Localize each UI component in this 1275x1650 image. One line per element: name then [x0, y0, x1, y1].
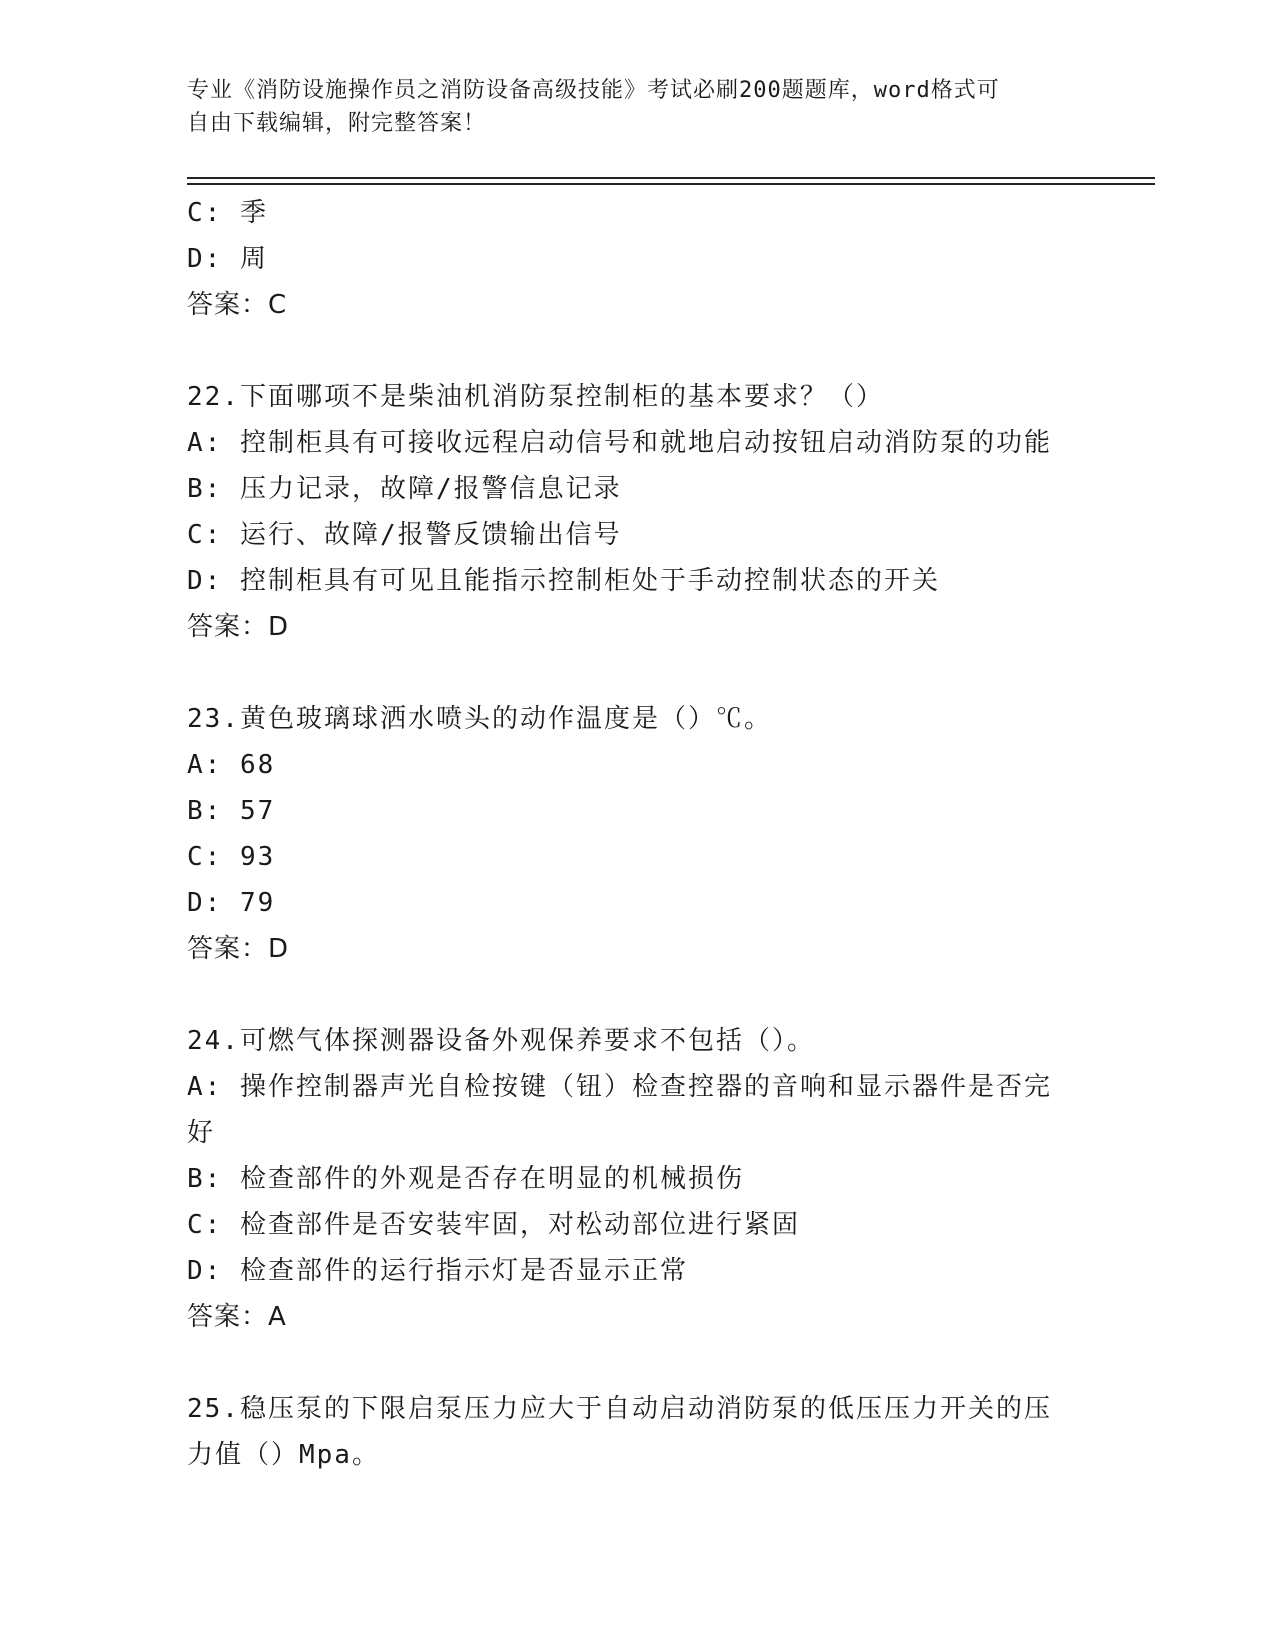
question-22 — [187, 374, 1087, 650]
question-24 — [187, 1018, 1087, 1340]
option-d: D: 79 — [187, 888, 276, 918]
option-c: C: 93 — [187, 842, 276, 872]
option-d: D: 控制柜具有可见且能指示控制柜处于手动控制状态的开关 — [187, 566, 940, 596]
question-23 — [187, 696, 1087, 972]
option-a: A: 控制柜具有可接收远程启动信号和就地启动按钮启动消防泵的功能 — [187, 428, 1052, 458]
option-c: C: 检查部件是否安装牢固，对松动部位进行紧固 — [187, 1210, 800, 1240]
header-line-2: 自由下载编辑，附完整答案！ — [187, 111, 487, 136]
question-stem: 23.黄色玻璃球洒水喷头的动作温度是（）℃。 — [187, 704, 772, 734]
spacer — [187, 1340, 1087, 1386]
option-c: C: 季 — [187, 198, 268, 228]
question-content — [187, 190, 1087, 1478]
spacer — [187, 650, 1087, 696]
question-25 — [187, 1386, 1087, 1478]
option-c: C: 运行、故障/报警反馈输出信号 — [187, 520, 622, 550]
question-stem-continued: 力值（）Mpa。 — [187, 1440, 380, 1470]
answer-line: 答案：D — [187, 934, 290, 964]
option-b: B: 压力记录，故障/报警信息记录 — [187, 474, 622, 504]
answer-line: 答案：A — [187, 1302, 287, 1332]
question-stem: 25.稳压泵的下限启泵压力应大于自动启动消防泵的低压压力开关的压 — [187, 1394, 1052, 1424]
question-stem: 22.下面哪项不是柴油机消防泵控制柜的基本要求？（） — [187, 382, 884, 412]
page-header — [187, 74, 1067, 140]
spacer — [187, 328, 1087, 374]
option-a-continued: 好 — [187, 1118, 216, 1148]
option-b: B: 57 — [187, 796, 276, 826]
question-stem: 24.可燃气体探测器设备外观保养要求不包括（）。 — [187, 1026, 815, 1056]
header-rule-top — [187, 177, 1155, 179]
option-d: D: 检查部件的运行指示灯是否显示正常 — [187, 1256, 688, 1286]
header-rule-bottom — [187, 183, 1155, 185]
header-line-1: 专业《消防设施操作员之消防设备高级技能》考试必刷200题题库，word格式可 — [187, 78, 1000, 103]
answer-line: 答案：D — [187, 612, 290, 642]
option-b: B: 检查部件的外观是否存在明显的机械损伤 — [187, 1164, 744, 1194]
spacer — [187, 972, 1087, 1018]
option-a: A: 68 — [187, 750, 276, 780]
answer-line: 答案：C — [187, 290, 288, 320]
option-a: A: 操作控制器声光自检按键（钮）检查控器的音响和显示器件是否完 — [187, 1072, 1052, 1102]
option-d: D: 周 — [187, 244, 268, 274]
